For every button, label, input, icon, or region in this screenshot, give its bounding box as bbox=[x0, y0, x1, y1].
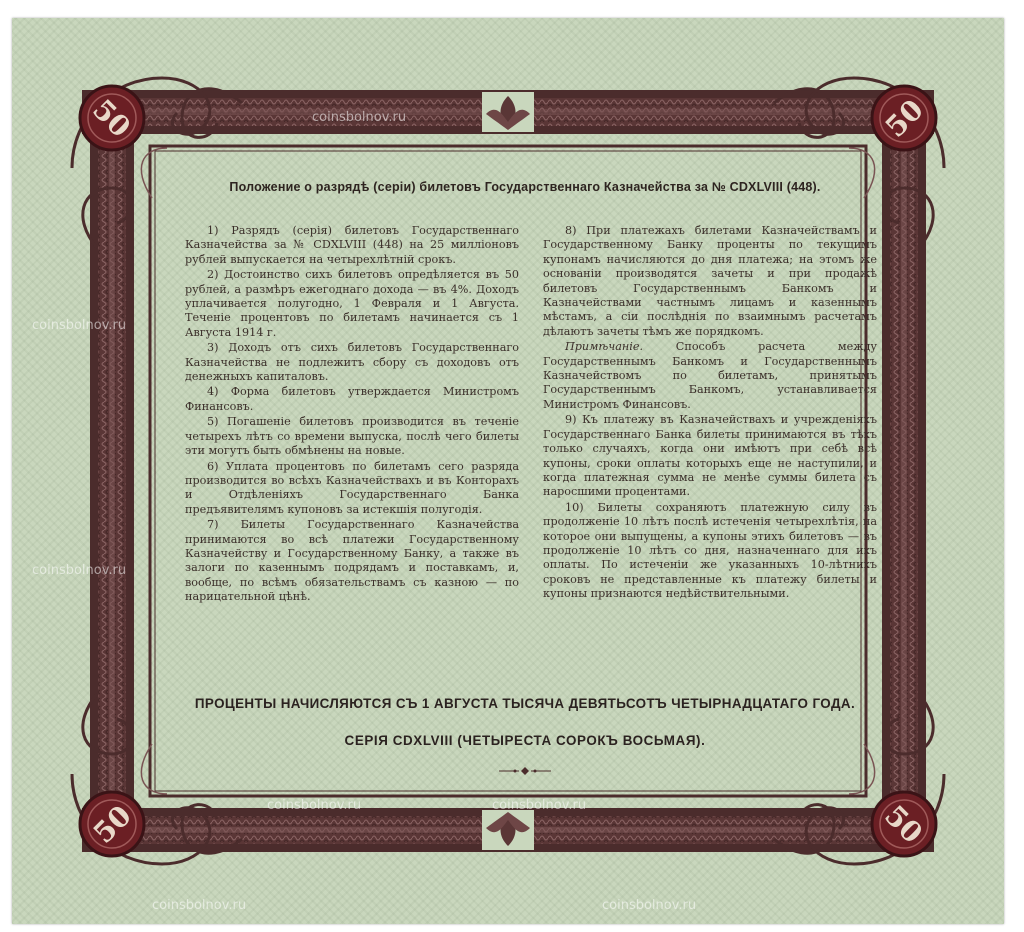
bottom-fleur-ornament bbox=[482, 810, 534, 850]
banknote-sheet bbox=[12, 18, 1004, 924]
divider-ornament bbox=[495, 766, 555, 776]
watermark: coinsbolnov.ru bbox=[602, 898, 697, 913]
clause: 7) Билеты Государственнаго Казначейства принимаются во всѣ платежи Государственному Казначейству и Государственному Банку, а также въ залоги по казеннымъ подрядамъ и поставкамъ, и, вообще, по всѣмъ обязательствамъ съ казною — по нарицательной цѣнѣ. bbox=[185, 518, 519, 604]
document-body bbox=[175, 168, 875, 788]
watermark: coinsbolnov.ru bbox=[312, 110, 407, 125]
clause: 3) Доходъ отъ сихъ билетовъ Государственнаго Казначейства не подлежитъ сбору съ доходовъ отъ денежныхъ капиталовъ. bbox=[185, 341, 519, 384]
note-label: Примѣчаніе. bbox=[565, 340, 644, 354]
watermark: coinsbolnov.ru bbox=[32, 563, 127, 578]
watermark: coinsbolnov.ru bbox=[152, 898, 247, 913]
watermark: coinsbolnov.ru bbox=[492, 798, 587, 813]
clause: 1) Разрядъ (серія) билетовъ Государственнаго Казначейства за № CDXLVIII (448) на 25 милліоновъ рублей выпускается на четырехлѣтній срокъ. bbox=[185, 224, 519, 266]
clause: 9) Къ платежу въ Казначействахъ и учрежденіяхъ Государственнаго Банка билеты принимаются въ тѣхъ только случаяхъ, когда они имѣютъ при себѣ всѣ купоны, сроки оплаты которыхъ еще не наступили, и когда платежная сумма не менѣе суммы билета съ наросшими процентами. bbox=[543, 413, 877, 499]
note-text: Способъ расчета между Государственнымъ Банкомъ и Государственнымъ Казначействомъ по билетамъ, принятымъ Государственнымъ Банкомъ, устанавливается Министромъ Финансовъ. bbox=[543, 340, 877, 411]
interest-statement: ПРОЦЕНТЫ НАЧИСЛЯЮТСЯ СЪ 1 АВГУСТА ТЫСЯЧА ДЕВЯТЬСОТЪ ЧЕТЫРНАДЦАТАГО ГОДА. bbox=[194, 696, 856, 711]
clause: 2) Достоинство сихъ билетовъ опредѣляется въ 50 рублей, а размѣръ ежегоднаго дохода — въ 4%. Доходъ уплачивается полугодно, 1 Февраля и 1 Августа. Теченіе процентовъ по билетамъ начинается съ 1 Августа 1914 г. bbox=[185, 268, 519, 339]
document-title: Положение о разрядѣ (серіи) билетовъ Государственнаго Казначейства за № CDXLVIII (448). bbox=[229, 180, 821, 194]
denomination-bottom-left: 50 bbox=[86, 798, 138, 850]
watermark: coinsbolnov.ru bbox=[267, 798, 362, 813]
clause: 8) При платежахъ билетами Казначействамъ и Государственному Банку проценты по текущимъ купонамъ начисляются до дня платежа; на этомъ же основаніи производятся зачеты и при продажѣ билетовъ Государственнымъ Банкомъ и Казначействами частнымъ лицамъ и казеннымъ мѣстамъ, а сіи послѣднія по взаимнымъ расчетамъ дѣлаютъ зачеты тѣмъ же порядкомъ. bbox=[543, 224, 877, 338]
left-column bbox=[185, 224, 519, 606]
denomination-top-left: 50 bbox=[86, 92, 138, 144]
clause: 10) Билеты сохраняютъ платежную силу въ продолженіе 10 лѣтъ послѣ истеченія четырехлѣтія, на которое они выпущены, а купоны этихъ билетовъ — въ продолженіе 10 лѣтъ со дня, назначеннаго для ихъ оплаты. По истеченіи же указанныхъ 10-лѣтнихъ сроковъ не представленные къ платежу билеты и купоны признаются недѣйствительными. bbox=[543, 500, 877, 601]
clause: 5) Погашеніе билетовъ производится въ теченіе четырехъ лѣтъ со времени выпуска, послѣ чего билеты эти могутъ быть обмѣнены на новые. bbox=[185, 415, 519, 458]
watermark: coinsbolnov.ru bbox=[32, 318, 127, 333]
right-column bbox=[543, 224, 877, 603]
top-fleur-ornament bbox=[482, 92, 534, 132]
series-line: СЕРІЯ CDXLVIII (ЧЕТЫРЕСТА СОРОКЪ ВОСЬМАЯ). bbox=[344, 733, 706, 748]
clause: 6) Уплата процентовъ по билетамъ сего разряда производится во всѣхъ Казначействахъ и въ Конторахъ и Отдѣленіяхъ Государственнаго Банка предъявителямъ купоновъ за истекшія полугодія. bbox=[185, 459, 519, 516]
denomination-bottom-right: 50 bbox=[878, 798, 930, 850]
clause: 4) Форма билетовъ утверждается Министромъ Финансовъ. bbox=[185, 385, 519, 413]
denomination-top-right: 50 bbox=[878, 92, 930, 144]
note-paragraph bbox=[543, 340, 877, 412]
